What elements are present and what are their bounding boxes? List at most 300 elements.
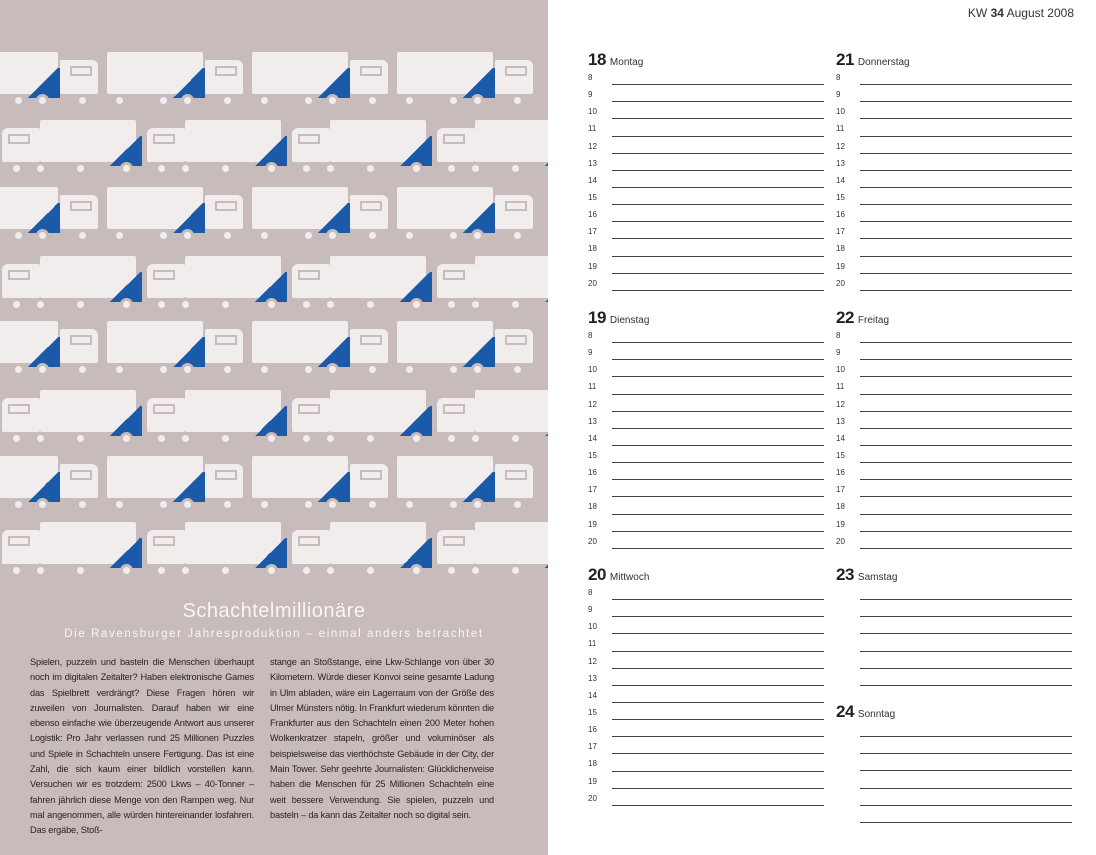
writing-line	[612, 153, 824, 154]
truck-icon	[290, 390, 430, 446]
note-lines	[836, 722, 1072, 825]
day-number: 19	[588, 308, 606, 327]
hour-label: 9	[588, 605, 593, 615]
hour-label: 12	[588, 141, 597, 151]
truck-icon	[435, 120, 548, 176]
note-row[interactable]	[836, 602, 1072, 619]
hour-row[interactable]	[588, 431, 824, 448]
article-title: Schachtelmillionäre	[182, 600, 366, 622]
writing-line	[612, 101, 824, 102]
writing-line	[860, 445, 1072, 446]
hour-row[interactable]	[836, 431, 1072, 448]
writing-line	[860, 736, 1072, 737]
hour-row[interactable]	[588, 397, 824, 414]
hour-label: 11	[588, 124, 597, 134]
article-column-2: stange an Stoßstange, eine Lkw-Schlange von über 30 Kilometern. Würde dieser Konvoi seine gesamte Ladung in Ulm abladen, wäre ein Lagerraum von der Größe des Ulmer Münsters nötig. In Frankfurt wiederum könnten die Frankfurter aus den Schachteln einen 200 Meter hohen Wolkenkratzer stapeln, größer und voluminöser als beispielsweise das vierthöchste Gebäude in der City, der Main Tower. Sehr geehrte Journalisten: Glücklicherweise haben die Menschen für 25 Millionen Schachteln eine weit bessere Verwendung. Sie spielen, puzzeln und basteln – da kann das Zeitalter noch so digital sein.	[270, 657, 494, 820]
hour-row[interactable]	[588, 722, 824, 739]
writing-line	[860, 668, 1072, 669]
truck-icon	[145, 390, 285, 446]
writing-line	[860, 685, 1072, 686]
hour-label: 9	[588, 348, 593, 358]
hour-label: 10	[836, 365, 845, 375]
hour-label: 15	[588, 192, 597, 202]
hour-label: 15	[836, 450, 845, 460]
hour-label: 14	[588, 175, 597, 185]
hour-label: 19	[588, 519, 597, 529]
hour-row[interactable]	[588, 654, 824, 671]
truck-icon	[0, 390, 140, 446]
hour-row[interactable]	[836, 482, 1072, 499]
day-number: 21	[836, 50, 854, 69]
writing-line	[860, 616, 1072, 617]
hour-row[interactable]	[836, 534, 1072, 551]
hour-row[interactable]	[836, 224, 1072, 241]
hour-label: 20	[588, 793, 597, 803]
note-row[interactable]	[836, 808, 1072, 825]
day-number: 22	[836, 308, 854, 327]
writing-line	[612, 84, 824, 85]
truck-icon	[0, 187, 102, 243]
day-name: Dienstag	[609, 315, 650, 326]
writing-line	[860, 428, 1072, 429]
day-name: Donnerstag	[857, 57, 910, 68]
hour-label: 17	[836, 485, 845, 495]
note-row[interactable]	[836, 773, 1072, 790]
writing-line	[860, 221, 1072, 222]
hour-label: 14	[836, 433, 845, 443]
hour-label: 18	[836, 244, 845, 254]
writing-line	[612, 514, 824, 515]
hour-label: 11	[588, 382, 597, 392]
truck-row	[0, 522, 548, 578]
note-row[interactable]	[836, 756, 1072, 773]
hour-row[interactable]	[836, 207, 1072, 224]
hour-label: 11	[836, 382, 845, 392]
hour-row[interactable]	[588, 791, 824, 808]
writing-line	[612, 685, 824, 686]
hour-row[interactable]	[588, 173, 824, 190]
hour-row[interactable]	[588, 121, 824, 138]
hour-label: 15	[588, 707, 597, 717]
truck-icon	[0, 52, 102, 108]
hour-lines	[836, 328, 1072, 551]
truck-icon	[397, 321, 537, 377]
writing-line	[612, 204, 824, 205]
note-row[interactable]	[836, 791, 1072, 808]
day-number: 18	[588, 50, 606, 69]
hour-row[interactable]	[836, 121, 1072, 138]
hour-row[interactable]	[836, 517, 1072, 534]
day-block-freitag	[836, 308, 1072, 551]
writing-line	[860, 651, 1072, 652]
truck-icon	[290, 120, 430, 176]
day-number: 24	[836, 702, 854, 721]
hour-lines	[836, 70, 1072, 293]
writing-line	[612, 702, 824, 703]
truck-icon	[107, 456, 247, 512]
writing-line	[612, 411, 824, 412]
hour-label: 17	[588, 227, 597, 237]
writing-line	[860, 805, 1072, 806]
hour-label: 9	[588, 90, 593, 100]
hour-label: 12	[588, 656, 597, 666]
hour-row[interactable]	[588, 517, 824, 534]
writing-line	[612, 376, 824, 377]
writing-line	[612, 445, 824, 446]
hour-label: 12	[836, 141, 845, 151]
brand-logo-icon	[543, 136, 548, 166]
writing-line	[612, 256, 824, 257]
header-period: August 2008	[1006, 6, 1074, 20]
hour-row[interactable]	[836, 139, 1072, 156]
truck-icon	[252, 456, 392, 512]
hour-row[interactable]	[588, 139, 824, 156]
hour-label: 10	[588, 365, 597, 375]
truck-icon	[107, 321, 247, 377]
writing-line	[860, 599, 1072, 600]
writing-line	[860, 753, 1072, 754]
hour-label: 12	[588, 399, 597, 409]
hour-row[interactable]	[588, 636, 824, 653]
day-block-donnerstag	[836, 50, 1072, 293]
hour-label: 17	[836, 227, 845, 237]
day-block-dienstag	[588, 308, 824, 551]
writing-line	[860, 136, 1072, 137]
hour-row[interactable]	[588, 585, 824, 602]
hour-row[interactable]	[588, 87, 824, 104]
brand-logo-icon	[543, 406, 548, 436]
truck-icon	[0, 120, 140, 176]
truck-icon	[252, 187, 392, 243]
truck-icon	[107, 52, 247, 108]
writing-line	[612, 394, 824, 395]
hour-label: 15	[836, 192, 845, 202]
day-name: Samstag	[857, 572, 898, 583]
writing-line	[860, 342, 1072, 343]
note-row[interactable]	[836, 654, 1072, 671]
truck-row	[0, 256, 548, 312]
hour-row[interactable]	[836, 448, 1072, 465]
truck-row	[0, 321, 548, 377]
writing-line	[612, 719, 824, 720]
writing-line	[860, 462, 1072, 463]
truck-row	[0, 456, 548, 512]
writing-line	[860, 101, 1072, 102]
writing-line	[860, 633, 1072, 634]
truck-icon	[145, 120, 285, 176]
hour-label: 10	[836, 107, 845, 117]
hour-label: 13	[836, 158, 845, 168]
header-prefix: KW	[967, 6, 988, 20]
writing-line	[860, 187, 1072, 188]
hour-row[interactable]	[588, 70, 824, 87]
article-column-1: Spielen, puzzeln und basteln die Menschen überhaupt noch im digitalen Zeitalter? Haben elektronische Games das Spielbrett verdrängt? Diese Fragen hören wir zuweilen von Journalisten. Darauf haben wir eine ebenso einfache wie überzeugende Antwort aus unserer Logistik: Pro Jahr verlassen rund 25 Millionen Puzzles und Spiele in Schachteln unsere Fertigung. Das ist eine Zahl, die sich kaum einer bildlich vorstellen kann. Versuchen wir es trotzdem: 2500 Lkws – 40-Tonner – fahren jährlich diese Menge von den Rampen weg. Nur mal angenommen, alle würden hintereinander losfahren. Das ergäbe, Stoß-	[30, 657, 254, 836]
hour-row[interactable]	[588, 414, 824, 431]
truck-icon	[435, 256, 548, 312]
writing-line	[860, 479, 1072, 480]
writing-line	[612, 359, 824, 360]
hour-row[interactable]	[588, 465, 824, 482]
writing-line	[612, 428, 824, 429]
hour-label: 19	[588, 776, 597, 786]
hour-label: 14	[836, 175, 845, 185]
hour-label: 10	[588, 622, 597, 632]
writing-line	[860, 822, 1072, 823]
writing-line	[612, 805, 824, 806]
hour-lines	[588, 585, 824, 808]
truck-icon	[252, 321, 392, 377]
writing-line	[612, 187, 824, 188]
hour-row[interactable]	[836, 156, 1072, 173]
hour-label: 18	[588, 759, 597, 769]
note-row[interactable]	[836, 636, 1072, 653]
note-row[interactable]	[836, 722, 1072, 739]
truck-icon	[252, 52, 392, 108]
hour-label: 19	[588, 261, 597, 271]
hour-row[interactable]	[588, 705, 824, 722]
hour-label: 16	[588, 210, 597, 220]
article-subtitle: Die Ravensburger Jahresproduktion – einmal anders betrachtet	[64, 628, 484, 640]
hour-row[interactable]	[588, 362, 824, 379]
writing-line	[860, 531, 1072, 532]
hour-row[interactable]	[588, 328, 824, 345]
hour-row[interactable]	[588, 774, 824, 791]
day-name: Sonntag	[857, 709, 896, 720]
truck-icon	[0, 456, 102, 512]
writing-line	[860, 118, 1072, 119]
hour-row[interactable]	[588, 619, 824, 636]
truck-icon	[290, 256, 430, 312]
writing-line	[860, 376, 1072, 377]
truck-row	[0, 187, 548, 243]
writing-line	[860, 273, 1072, 274]
writing-line	[612, 273, 824, 274]
writing-line	[860, 788, 1072, 789]
writing-line	[860, 204, 1072, 205]
hour-label: 16	[588, 468, 597, 478]
writing-line	[860, 548, 1072, 549]
truck-icon	[0, 256, 140, 312]
hour-label: 13	[588, 158, 597, 168]
hour-label: 13	[588, 673, 597, 683]
hour-row[interactable]	[836, 87, 1072, 104]
hour-row[interactable]	[836, 276, 1072, 293]
hour-label: 8	[836, 331, 841, 340]
writing-line	[612, 633, 824, 634]
truck-icon	[397, 456, 537, 512]
writing-line	[860, 394, 1072, 395]
hour-label: 11	[588, 639, 597, 649]
truck-illustration	[0, 40, 548, 580]
day-block-mittwoch	[588, 565, 824, 808]
hour-label: 17	[588, 485, 597, 495]
note-row[interactable]	[836, 671, 1072, 688]
hour-label: 8	[588, 73, 593, 82]
writing-line	[612, 753, 824, 754]
writing-line	[860, 514, 1072, 515]
day-block-samstag	[836, 565, 1072, 688]
writing-line	[860, 411, 1072, 412]
writing-line	[612, 616, 824, 617]
hour-row[interactable]	[836, 259, 1072, 276]
writing-line	[612, 462, 824, 463]
writing-line	[860, 770, 1072, 771]
hour-row[interactable]	[836, 379, 1072, 396]
writing-line	[860, 359, 1072, 360]
hour-row[interactable]	[588, 602, 824, 619]
hour-label: 10	[588, 107, 597, 117]
hour-label: 15	[588, 450, 597, 460]
hour-label: 19	[836, 519, 845, 529]
hour-label: 9	[836, 348, 841, 358]
writing-line	[860, 153, 1072, 154]
hour-row[interactable]	[588, 259, 824, 276]
hour-row[interactable]	[836, 362, 1072, 379]
hour-label: 20	[836, 278, 845, 288]
writing-line	[860, 290, 1072, 291]
truck-icon	[0, 522, 140, 578]
writing-line	[860, 170, 1072, 171]
writing-line	[612, 531, 824, 532]
hour-row[interactable]	[588, 739, 824, 756]
hour-label: 11	[836, 124, 845, 134]
hour-label: 8	[836, 73, 841, 82]
hour-row[interactable]	[588, 156, 824, 173]
hour-label: 13	[588, 416, 597, 426]
hour-label: 8	[588, 588, 593, 597]
truck-icon	[435, 522, 548, 578]
hour-label: 13	[836, 416, 845, 426]
hour-label: 20	[588, 278, 597, 288]
hour-row[interactable]	[588, 207, 824, 224]
hour-label: 9	[836, 90, 841, 100]
writing-line	[860, 84, 1072, 85]
hour-label: 19	[836, 261, 845, 271]
hour-row[interactable]	[588, 482, 824, 499]
truck-row	[0, 52, 548, 108]
hour-row[interactable]	[588, 671, 824, 688]
hour-row[interactable]	[588, 224, 824, 241]
hour-label: 14	[588, 433, 597, 443]
hour-label: 18	[836, 502, 845, 512]
hour-row[interactable]	[588, 756, 824, 773]
hour-label: 16	[588, 725, 597, 735]
page-header	[968, 6, 1074, 20]
writing-line	[612, 342, 824, 343]
writing-line	[612, 170, 824, 171]
writing-line	[612, 548, 824, 549]
hour-label: 8	[588, 331, 593, 340]
writing-line	[612, 599, 824, 600]
brand-logo-icon	[543, 272, 548, 302]
hour-row[interactable]	[836, 465, 1072, 482]
writing-line	[612, 651, 824, 652]
writing-line	[860, 496, 1072, 497]
writing-line	[612, 136, 824, 137]
note-row[interactable]	[836, 585, 1072, 602]
writing-line	[612, 290, 824, 291]
writing-line	[860, 238, 1072, 239]
hour-row[interactable]	[836, 397, 1072, 414]
truck-icon	[397, 52, 537, 108]
hour-row[interactable]	[836, 241, 1072, 258]
day-block-sonntag	[836, 702, 1072, 825]
hour-row[interactable]	[588, 104, 824, 121]
hour-lines	[588, 328, 824, 551]
writing-line	[612, 221, 824, 222]
hour-row[interactable]	[588, 499, 824, 516]
writing-line	[860, 256, 1072, 257]
writing-line	[612, 118, 824, 119]
writing-line	[612, 788, 824, 789]
day-number: 23	[836, 565, 854, 584]
hour-row[interactable]	[588, 276, 824, 293]
writing-line	[612, 479, 824, 480]
hour-row[interactable]	[836, 345, 1072, 362]
note-lines	[836, 585, 1072, 688]
hour-row[interactable]	[836, 104, 1072, 121]
hour-row[interactable]	[836, 499, 1072, 516]
hour-row[interactable]	[836, 173, 1072, 190]
day-name: Mittwoch	[609, 572, 650, 583]
hour-label: 20	[836, 536, 845, 546]
hour-row[interactable]	[836, 190, 1072, 207]
writing-line	[612, 496, 824, 497]
writing-line	[612, 771, 824, 772]
hour-row[interactable]	[588, 345, 824, 362]
hour-row[interactable]	[836, 414, 1072, 431]
hour-row[interactable]	[588, 534, 824, 551]
day-name: Freitag	[857, 315, 890, 326]
truck-icon	[397, 187, 537, 243]
truck-row	[0, 390, 548, 446]
truck-icon	[290, 522, 430, 578]
hour-label: 17	[588, 742, 597, 752]
hour-label: 16	[836, 468, 845, 478]
hour-row[interactable]	[588, 448, 824, 465]
day-name: Montag	[609, 57, 644, 68]
hour-label: 14	[588, 690, 597, 700]
brand-logo-icon	[543, 538, 548, 568]
note-row[interactable]	[836, 739, 1072, 756]
hour-label: 12	[836, 399, 845, 409]
writing-line	[612, 238, 824, 239]
truck-row	[0, 120, 548, 176]
hour-row[interactable]	[588, 688, 824, 705]
truck-icon	[107, 187, 247, 243]
truck-icon	[0, 321, 102, 377]
truck-icon	[145, 522, 285, 578]
hour-row[interactable]	[836, 70, 1072, 87]
day-block-montag	[588, 50, 824, 293]
note-row[interactable]	[836, 619, 1072, 636]
hour-label: 18	[588, 502, 597, 512]
hour-row[interactable]	[588, 241, 824, 258]
hour-lines	[588, 70, 824, 293]
hour-label: 18	[588, 244, 597, 254]
writing-line	[612, 668, 824, 669]
truck-icon	[435, 390, 548, 446]
hour-row[interactable]	[588, 379, 824, 396]
hour-label: 20	[588, 536, 597, 546]
hour-row[interactable]	[588, 190, 824, 207]
week-number: 34	[990, 6, 1004, 20]
hour-row[interactable]	[836, 328, 1072, 345]
hour-label: 16	[836, 210, 845, 220]
truck-icon	[145, 256, 285, 312]
writing-line	[612, 736, 824, 737]
day-number: 20	[588, 565, 606, 584]
